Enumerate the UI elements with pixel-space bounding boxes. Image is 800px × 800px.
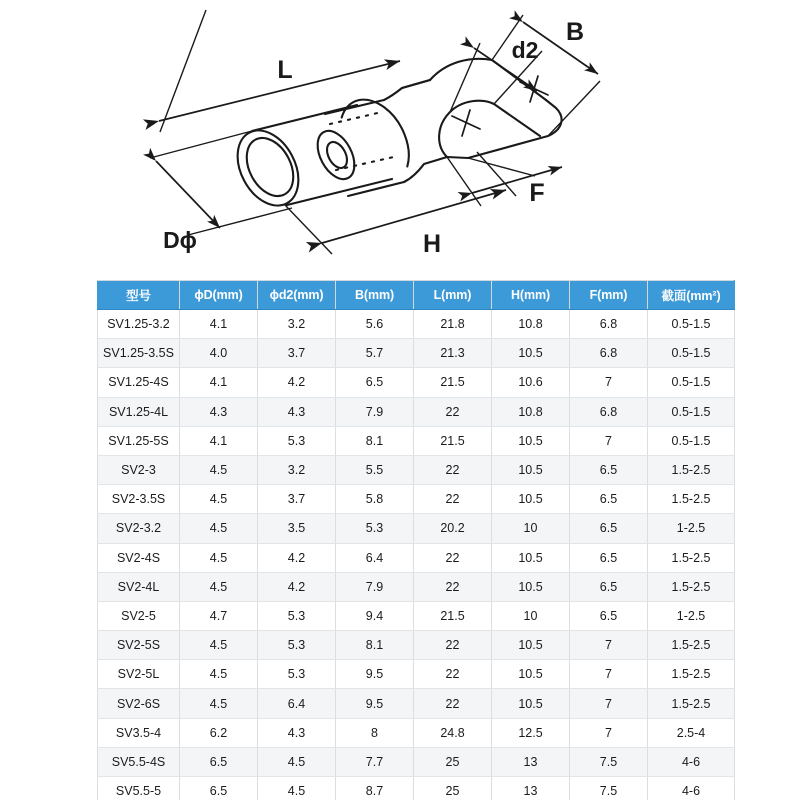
cell-value: 20.2 [414, 514, 492, 543]
cell-value: 5.7 [336, 339, 414, 368]
cell-value: 3.5 [258, 514, 336, 543]
cell-value: 4.5 [258, 747, 336, 776]
metal-crimp-barrel [310, 100, 404, 196]
cell-value: 21.5 [414, 368, 492, 397]
cell-value: 25 [414, 747, 492, 776]
table-row [98, 660, 735, 689]
cell-value: 13 [492, 747, 570, 776]
cell-model: SV1.25-4L [98, 397, 180, 426]
cell-value: 10.5 [492, 543, 570, 572]
cell-model: SV2-5L [98, 660, 180, 689]
cell-value: 4-6 [648, 747, 735, 776]
cell-value: 3.7 [258, 485, 336, 514]
table-row [98, 368, 735, 397]
specification-table [97, 280, 735, 800]
cell-value: 1-2.5 [648, 601, 735, 630]
table-row [98, 514, 735, 543]
cell-value: 6.5 [570, 514, 648, 543]
cell-value: 10.6 [492, 368, 570, 397]
cell-value: 6.5 [180, 747, 258, 776]
table-row [98, 397, 735, 426]
cell-value: 7 [570, 689, 648, 718]
column-header-F: F(mm) [570, 281, 648, 310]
dimension-label-L: L [277, 56, 293, 84]
column-header-L: L(mm) [414, 281, 492, 310]
table-row [98, 777, 735, 800]
table-row [98, 426, 735, 455]
cell-value: 6.5 [570, 543, 648, 572]
cell-value: 10.5 [492, 455, 570, 484]
cell-value: 22 [414, 572, 492, 601]
cell-value: 3.2 [258, 455, 336, 484]
cell-model: SV2-5S [98, 631, 180, 660]
cell-value: 7.7 [336, 747, 414, 776]
cell-model: SV5.5-5 [98, 777, 180, 800]
cell-value: 6.5 [180, 777, 258, 800]
terminal-technical-drawing [0, 0, 800, 272]
cell-value: 10.5 [492, 572, 570, 601]
fork-blade [430, 59, 562, 158]
cell-value: 6.5 [570, 572, 648, 601]
cell-value: 4.5 [180, 660, 258, 689]
dimension-label-F: F [529, 179, 545, 207]
cell-value: 10.8 [492, 310, 570, 339]
cell-value: 0.5-1.5 [648, 397, 735, 426]
cell-model: SV2-5 [98, 601, 180, 630]
cell-value: 21.8 [414, 310, 492, 339]
cell-value: 3.2 [258, 310, 336, 339]
cell-value: 5.3 [336, 514, 414, 543]
cell-value: 4.7 [180, 601, 258, 630]
cell-value: 6.4 [336, 543, 414, 572]
dimension-line-F [447, 157, 562, 206]
cell-model: SV2-3.2 [98, 514, 180, 543]
cell-value: 3.7 [258, 339, 336, 368]
cell-value: 7.9 [336, 572, 414, 601]
cell-value: 25 [414, 777, 492, 800]
cell-value: 10.5 [492, 631, 570, 660]
cell-value: 7 [570, 368, 648, 397]
cell-value: 6.5 [570, 455, 648, 484]
cell-value: 6.4 [258, 689, 336, 718]
column-header-phiD: ϕD(mm) [180, 281, 258, 310]
cell-value: 1.5-2.5 [648, 572, 735, 601]
specification-table-container [97, 280, 724, 800]
cell-value: 1.5-2.5 [648, 485, 735, 514]
cell-value: 4.2 [258, 572, 336, 601]
table-body [98, 310, 735, 800]
cell-value: 1.5-2.5 [648, 455, 735, 484]
cell-value: 0.5-1.5 [648, 339, 735, 368]
cell-value: 4.3 [180, 397, 258, 426]
column-header-phid2: ϕd2(mm) [258, 281, 336, 310]
dimension-label-H: H [422, 230, 442, 258]
cell-value: 4.0 [180, 339, 258, 368]
cell-value: 22 [414, 543, 492, 572]
cell-value: 21.5 [414, 601, 492, 630]
cell-model: SV2-3 [98, 455, 180, 484]
table-row [98, 747, 735, 776]
table-row [98, 339, 735, 368]
cell-model: SV3.5-4 [98, 718, 180, 747]
cell-value: 7 [570, 426, 648, 455]
cell-value: 4.5 [258, 777, 336, 800]
dimension-label-B: B [565, 18, 585, 46]
table-row [98, 689, 735, 718]
cell-model: SV2-6S [98, 689, 180, 718]
cell-value: 22 [414, 689, 492, 718]
dimension-line-D [150, 131, 292, 235]
cell-value: 10.5 [492, 485, 570, 514]
cell-value: 6.2 [180, 718, 258, 747]
cell-value: 7.5 [570, 747, 648, 776]
cell-value: 4.5 [180, 689, 258, 718]
cell-value: 1.5-2.5 [648, 631, 735, 660]
table-header-row [98, 281, 735, 310]
cell-value: 10.5 [492, 660, 570, 689]
cell-value: 13 [492, 777, 570, 800]
table-row [98, 543, 735, 572]
cell-value: 4.5 [180, 572, 258, 601]
column-header-model: 型号 [98, 281, 180, 310]
table-row [98, 485, 735, 514]
cell-value: 5.3 [258, 631, 336, 660]
cell-value: 4.5 [180, 543, 258, 572]
cell-value: 4.2 [258, 543, 336, 572]
cell-value: 4.5 [180, 455, 258, 484]
cell-value: 6.8 [570, 310, 648, 339]
cell-value: 22 [414, 660, 492, 689]
cell-value: 4.5 [180, 631, 258, 660]
hidden-crimp-lines [330, 112, 398, 170]
cell-value: 7.9 [336, 397, 414, 426]
cell-value: 6.5 [336, 368, 414, 397]
cell-value: 24.8 [414, 718, 492, 747]
cell-value: 21.3 [414, 339, 492, 368]
cell-value: 9.5 [336, 660, 414, 689]
cell-value: 10 [492, 601, 570, 630]
cell-value: 5.3 [258, 660, 336, 689]
cell-value: 0.5-1.5 [648, 368, 735, 397]
cell-value: 8.1 [336, 631, 414, 660]
cell-value: 4-6 [648, 777, 735, 800]
cell-value: 7 [570, 660, 648, 689]
table-row [98, 601, 735, 630]
cell-value: 5.3 [258, 426, 336, 455]
cell-value: 1-2.5 [648, 514, 735, 543]
cell-value: 1.5-2.5 [648, 660, 735, 689]
cell-value: 4.5 [180, 485, 258, 514]
cell-model: SV2-4L [98, 572, 180, 601]
cell-value: 4.3 [258, 397, 336, 426]
column-header-B: B(mm) [336, 281, 414, 310]
column-header-H: H(mm) [492, 281, 570, 310]
cell-value: 7 [570, 631, 648, 660]
cell-value: 8.7 [336, 777, 414, 800]
cell-value: 12.5 [492, 718, 570, 747]
cell-value: 8 [336, 718, 414, 747]
cell-value: 7.5 [570, 777, 648, 800]
cell-value: 21.5 [414, 426, 492, 455]
cell-model: SV1.25-3.2 [98, 310, 180, 339]
cell-value: 4.2 [258, 368, 336, 397]
cell-value: 5.3 [258, 601, 336, 630]
cell-value: 22 [414, 631, 492, 660]
cell-value: 6.5 [570, 485, 648, 514]
cell-value: 7 [570, 718, 648, 747]
cell-value: 0.5-1.5 [648, 426, 735, 455]
table-row [98, 631, 735, 660]
cell-value: 5.8 [336, 485, 414, 514]
cell-value: 9.4 [336, 601, 414, 630]
cell-value: 22 [414, 485, 492, 514]
cell-value: 9.5 [336, 689, 414, 718]
cell-value: 10.8 [492, 397, 570, 426]
dimension-label-d2: d2 [511, 37, 539, 63]
table-row [98, 455, 735, 484]
table-row [98, 718, 735, 747]
cell-value: 6.8 [570, 339, 648, 368]
cell-value: 10.5 [492, 689, 570, 718]
cell-value: 1.5-2.5 [648, 689, 735, 718]
cell-value: 6.8 [570, 397, 648, 426]
cell-value: 4.5 [180, 514, 258, 543]
cell-value: 10.5 [492, 339, 570, 368]
cell-model: SV5.5-4S [98, 747, 180, 776]
cell-value: 22 [414, 455, 492, 484]
cell-model: SV1.25-3.5S [98, 339, 180, 368]
cell-value: 4.1 [180, 426, 258, 455]
dimension-line-H [285, 152, 516, 254]
cell-value: 4.3 [258, 718, 336, 747]
cell-model: SV2-3.5S [98, 485, 180, 514]
cell-value: 1.5-2.5 [648, 543, 735, 572]
cell-value: 6.5 [570, 601, 648, 630]
cell-value: 4.1 [180, 368, 258, 397]
cell-model: SV1.25-5S [98, 426, 180, 455]
cell-value: 2.5-4 [648, 718, 735, 747]
cell-value: 10 [492, 514, 570, 543]
cell-value: 0.5-1.5 [648, 310, 735, 339]
table-row [98, 310, 735, 339]
cell-value: 8.1 [336, 426, 414, 455]
center-cross-marks [452, 76, 548, 136]
cell-value: 10.5 [492, 426, 570, 455]
dimension-label-D: Dϕ [163, 227, 197, 253]
cell-value: 5.6 [336, 310, 414, 339]
table-row [98, 572, 735, 601]
cell-model: SV1.25-4S [98, 368, 180, 397]
cell-value: 4.1 [180, 310, 258, 339]
cell-value: 22 [414, 397, 492, 426]
cell-value: 5.5 [336, 455, 414, 484]
column-header-section: 截面(mm²) [648, 281, 735, 310]
terminal-drawing-svg [0, 0, 800, 272]
cell-model: SV2-4S [98, 543, 180, 572]
